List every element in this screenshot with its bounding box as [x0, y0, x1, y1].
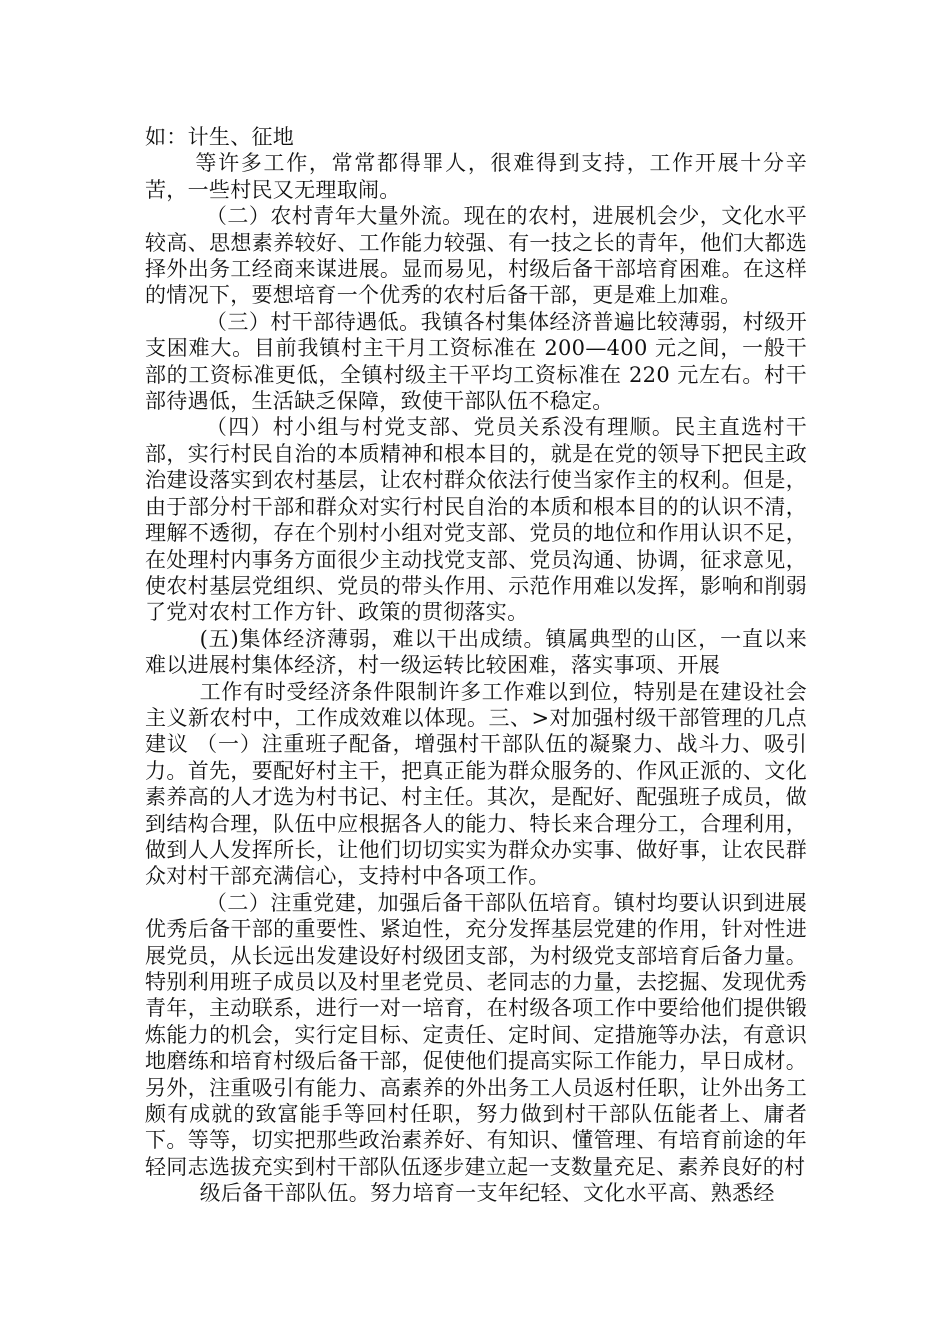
paragraph-party-relations: （四）村小组与村党支部、党员关系没有理顺。民主直选村干部，实行村民自治的本质精神和根本目的，就是在党的领导下把民主政治建设落实到农村基层，让农村群众依法行使当家作主的权利。但是，由于部分村干部和群众对实行村民自治的本质和根本目的的认识不清，理解不透彻，存在个别村小组对党支部、党员的地位和作用认识不足，在处理村内事务方面很少主动找党支部、党员沟通、协调，征求意见，使农村基层党组织、党员的带头作用、示范作用难以发挥，影响和削弱了党对农村工作方针、政策的贯彻落实。: [145, 415, 807, 625]
paragraph-fragment-intro: 如：计生、征地: [145, 125, 295, 149]
paragraph-collective-economy: (五)集体经济薄弱，难以干出成绩。镇属典型的山区，一直以来难以进展村集体经济，村一级运转比较困难，落实事项、开展: [145, 626, 807, 678]
paragraph-youth-outflow: （二）农村青年大量外流。现在的农村，进展机会少，文化水平较高、思想素养较好、工作能力较强、有一技之长的青年，他们大都选择外出务工经商来谋进展。显而易见，村级后备干部培育困难。在这样的情况下，要想培育一个优秀的农村后备干部，更是难上加难。: [145, 204, 807, 308]
paragraph-suggestions-team: 工作有时受经济条件限制许多工作难以到位，特别是在建设社会主义新农村中，工作成效难以体现。三、>对加强村级干部管理的几点建议 （一）注重班子配备，增强村干部队伍的凝聚力、战斗力、吸引力。首先，要配好村主干，把真正能为群众服务的、作风正派的、文化素养高的人才选为村书记、村主任。其次，是配好、配强班子成员，做到结构合理，队伍中应根据各人的能力、特长来合理分工，合理利用，做到人人发挥所长，让他们切切实实为群众办实事、做好事，让农民群众对村干部充满信心，支持村中各项工作。: [145, 679, 807, 889]
document-body: [145, 124, 807, 1207]
paragraph-party-building: （二）注重党建，加强后备干部队伍培育。镇村均要认识到进展优秀后备干部的重要性、紧迫性，充分发挥基层党建的作用，针对性进展党员，从长远出发建设好村级团支部，为村级党支部培育后备力量。特别利用班子成员以及村里老党员、老同志的力量，去挖掘、发现优秀青年，主动联系，进行一对一培育，在村级各项工作中要给他们提供锻炼能力的机会，实行定目标、定责任、定时间、定措施等办法，有意识地磨练和培育村级后备干部，促使他们提高实际工作能力，早日成材。另外，注重吸引有能力、高素养的外出务工人员返村任职，让外出务工颇有成就的致富能手等回村任职，努力做到村干部队伍能者上、庸者下。等等，切实把那些政治素养好、有知识、懂管理、有培育前途的年轻同志选拔充实到村干部队伍逐步建立起一支数量充足、素养良好的村: [145, 890, 807, 1179]
paragraph-low-pay: （三）村干部待遇低。我镇各村集体经济普遍比较薄弱，村级开支困难大。目前我镇村主干月工资标准在 200—400 元之间，一般干部的工资标准更低，全镇村级主干平均工资标准在 220 元左右。村干部待遇低，生活缺乏保障，致使干部队伍不稳定。: [145, 309, 807, 414]
paragraph-reserve-cadres: 级后备干部队伍。努力培育一支年纪轻、文化水平高、熟悉经: [199, 1181, 775, 1206]
paragraph-work-difficulty: 等许多工作，常常都得罪人，很难得到支持，工作开展十分辛苦，一些村民又无理取闹。: [145, 151, 807, 202]
